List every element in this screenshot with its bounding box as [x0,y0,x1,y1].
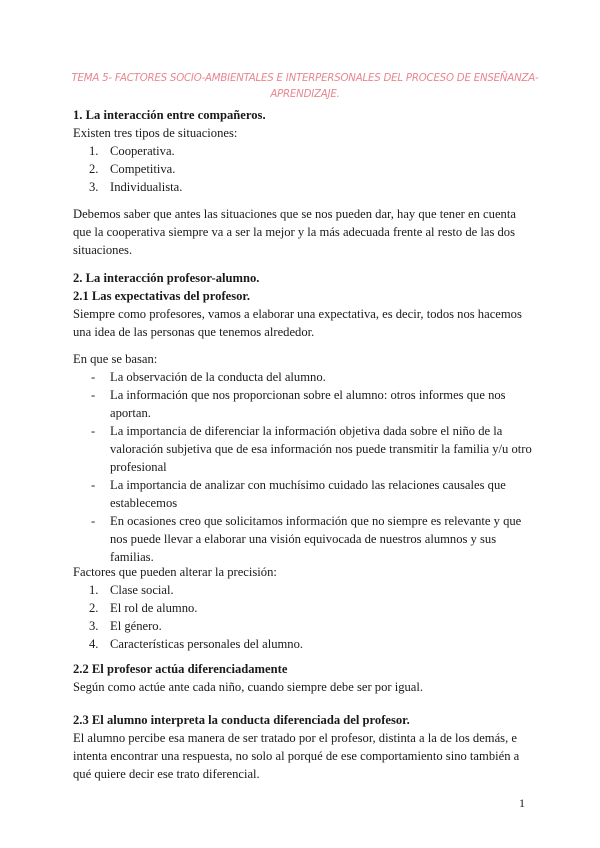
section-1-paragraph: Debemos saber que antes las situaciones que se nos pueden dar, hay que tener en cuenta que la cooperativa siempre va a ser la mejor y la más adecuada frente al resto de las dos situaciones. [73,207,516,257]
document-title: TEMA 5- FACTORES SOCIO-AMBIENTALES E INTERPERSONALES DEL PROCESO DE ENSEÑANZA-APRENDIZAJE. [71,73,539,100]
list-item: 3. El género. [89,619,162,633]
list-item: - La importancia de analizar con muchísimo cuidado las relaciones causales que establecemos [91,478,506,510]
section-1-intro: Existen tres tipos de situaciones: [73,126,238,140]
section-2 [73,269,533,341]
section-2-heading: 2. La interacción profesor-alumno. [73,271,260,285]
subsection-2-3 [73,711,533,783]
section-1 [73,106,533,196]
list-item: 1. Cooperativa. [89,144,175,158]
list-item: - La importancia de diferenciar la información objetiva dada sobre el niño de la valoración subjetiva que de esa información nos puede transmitir la familia y/u otro profesional [91,424,532,474]
subsection-2-3-heading: 2.3 El alumno interpreta la conducta diferenciada del profesor. [73,713,410,727]
list-item: 3. Individualista. [89,180,183,194]
bases-list [73,350,533,566]
subsection-2-2-paragraph: Según como actúe ante cada niño, cuando siempre debe ser por igual. [73,680,424,694]
list-item: 1. Clase social. [89,583,174,597]
subsection-2-3-paragraph: El alumno percibe esa manera de ser tratado por el profesor, distinta a la de los demás, e intenta encontrar una respuesta, no solo al porqué de ese comportamiento sino también a qué quiere decir ese trato diferencial. [73,731,520,781]
page-number: 1 [519,796,525,810]
list-item: 4. Características personales del alumno. [89,637,304,651]
bases-intro: En que se basan: [73,352,158,366]
list-item: - La información que nos proporcionan sobre el alumno: otros informes que nos aportan. [91,388,506,420]
section-1-heading: 1. La interacción entre compañeros. [73,108,266,122]
factors-intro: Factores que pueden alterar la precisión: [73,565,277,579]
subsection-2-2-heading: 2.2 El profesor actúa diferenciadamente [73,662,288,676]
subsection-2-2 [73,660,533,696]
subsection-2-1-paragraph: Siempre como profesores, vamos a elaborar una expectativa, es decir, todos nos hacemos una idea de las personas que tenemos alrededor. [73,307,522,339]
list-item: - En ocasiones creo que solicitamos información que no siempre es relevante y que nos puede llevar a elaborar una visión equivocada de nuestros alumnos y sus familias. [91,514,522,564]
subsection-2-1-heading: 2.1 Las expectativas del profesor. [73,289,251,303]
factors-list [73,563,533,653]
list-item: 2. Competitiva. [89,162,176,176]
list-item: 2. El rol de alumno. [89,601,198,615]
list-item: - La observación de la conducta del alumno. [91,370,326,384]
